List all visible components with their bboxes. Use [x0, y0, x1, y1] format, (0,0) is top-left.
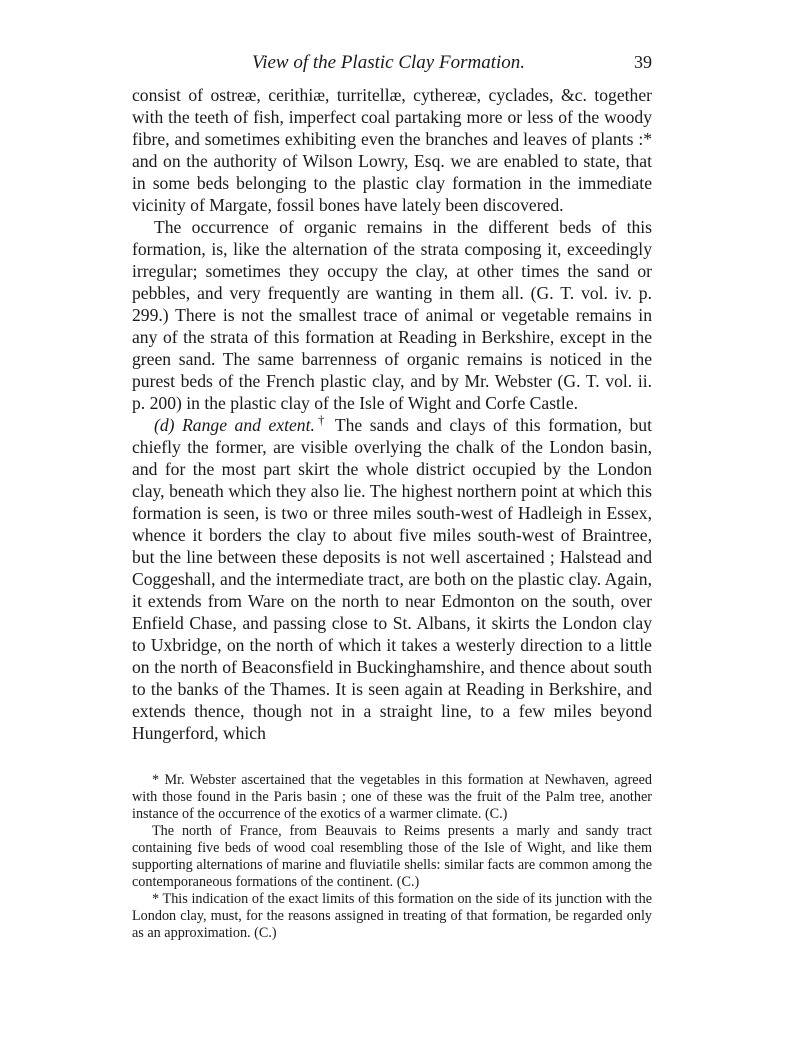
section-title: Range and extent. — [182, 415, 315, 435]
footnote-2: The north of France, from Beauvais to Reims presents a marly and sandy tract containing five beds of wood coal resembling those of the Isle of Wight, and like them supporting alternations of marine and fluviatile shells: similar facts are common among the contemporaneous formations of the continent. (C.) — [132, 823, 652, 890]
book-page — [132, 52, 652, 942]
dagger-mark: † — [314, 412, 328, 428]
running-title: View of the Plastic Clay Formation. — [252, 52, 526, 73]
paragraph-3 — [132, 414, 652, 744]
footnote-1: * Mr. Webster ascertained that the vegetables in this formation at Newhaven, agreed with those found in the Paris basin ; one of these was the fruit of the Palm tree, another instance of the occurrence of the exotics of a warmer climate. (C.) — [132, 772, 652, 822]
running-head — [132, 52, 652, 84]
footnotes — [132, 772, 652, 942]
body-text — [132, 84, 652, 744]
page-number: 39 — [634, 52, 652, 72]
paragraph-1: consist of ostreæ, cerithiæ, turritellæ, cythereæ, cyclades, &c. together with the teeth of fish, imperfect coal partaking more or less of the woody fibre, and sometimes exhibiting even the branches and leaves of plants :* and on the authority of Wilson Lowry, Esq. we are enabled to state, that in some beds belonging to the plastic clay formation in the immediate vicinity of Margate, fossil bones have lately been discovered. — [132, 85, 652, 215]
paragraph-3-text: The sands and clays of this formation, but chiefly the former, are visible overlying the chalk of the London basin, and for the most part skirt the whole district occupied by the London clay, beneath which they also lie. The highest northern point at which this formation is seen, is two or three miles south-west of Hadleigh in Essex, whence it borders the clay to about five miles south-west of Braintree, but the line between these deposits is not well ascertained ; Halstead and Coggeshall, and the intermediate tract, are both on the plastic clay. Again, it extends from Ware on the north to near Edmonton on the south, over Enfield Chase, and passing close to St. Albans, it skirts the London clay to Uxbridge, on the north of which it takes a westerly direction to a little on the north of Beaconsfield in Buckinghamshire, and thence about south to the banks of the Thames. It is seen again at Reading in Berkshire, and extends thence, though not in a straight line, to a few miles beyond Hungerford, which — [132, 415, 652, 743]
paragraph-2: The occurrence of organic remains in the different beds of this formation, is, like the alternation of the strata composing it, exceedingly irregular; sometimes they occupy the clay, at other times the sand or pebbles, and very frequently are wanting in them all. (G. T. vol. iv. p. 299.) There is not the smallest trace of animal or vegetable remains in any of the strata of this formation at Reading in Berkshire, except in the green sand. The same barrenness of organic remains is noticed in the purest beds of the French plastic clay, and by Mr. Webster (G. T. vol. ii. p. 200) in the plastic clay of the Isle of Wight and Corfe Castle. — [132, 217, 652, 413]
footnote-3: * This indication of the exact limits of this formation on the side of its junction with the London clay, must, for the reasons assigned in treating of that formation, be regarded only as an approximation. (C.) — [132, 891, 652, 941]
section-mark: (d) — [154, 415, 175, 435]
